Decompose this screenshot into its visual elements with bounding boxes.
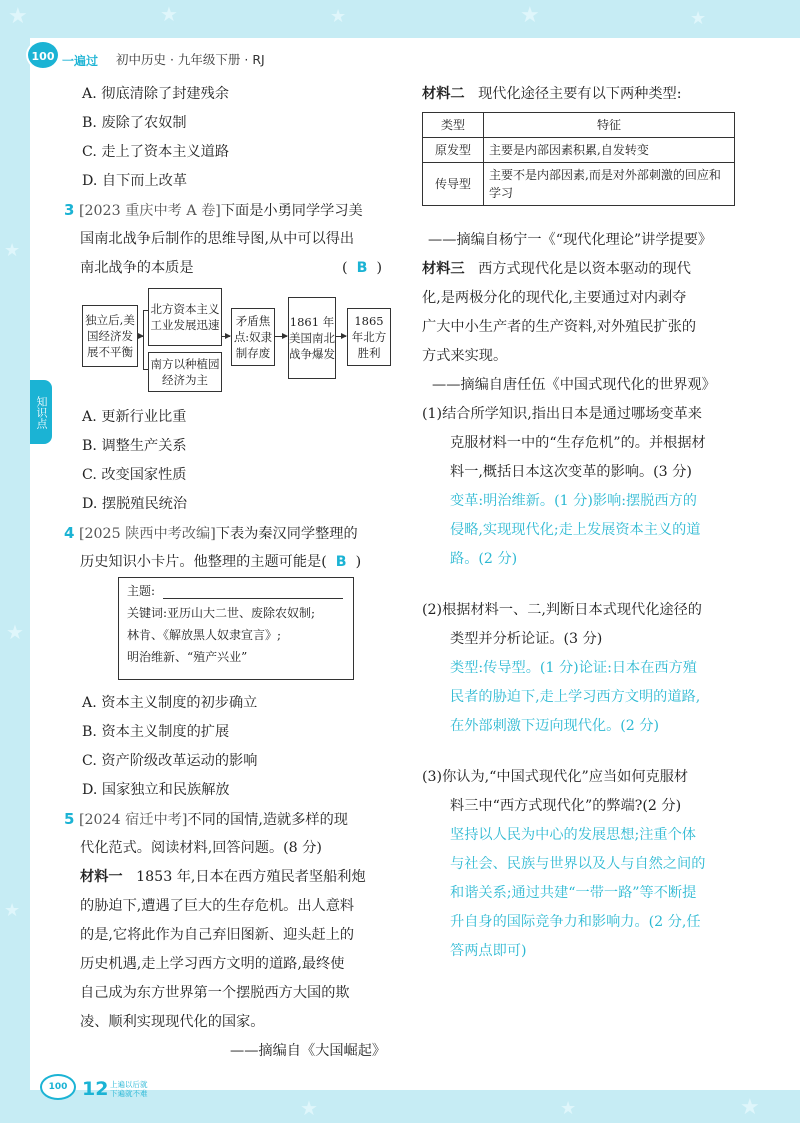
material-3-text: 化,是两极分化的现代化,主要通过对内剥夺 [422,290,687,306]
q4-option-c: C. 资产阶级改革运动的影响 [82,753,258,769]
q3-number: 3 [64,201,75,219]
answer-1: 侵略,实现现代化;走上发展资本主义的道 [450,522,701,538]
paren-close: ) [355,554,362,570]
material-2-label: 材料二 [422,86,465,102]
answer-3: 升自身的国际竞争力和影响力。(2 分,任 [450,914,701,930]
material-1-source: ——摘编自《大国崛起》 [230,1043,387,1059]
mindmap-arrow [336,336,346,337]
card-topic-underline [163,598,343,599]
q2-option-c: C. 走上了资本主义道路 [82,144,230,160]
material-1-text: 历史机遇,走上学习西方文明的道路,最终使 [80,956,345,972]
background-star-icon: ★ [4,900,21,921]
page-number: 12 [82,1078,109,1100]
q4-option-b: B. 资本主义制度的扩展 [82,724,230,740]
q2-option-b: B. 废除了农奴制 [82,115,187,131]
material-3-text: 西方式现代化是以资本驱动的现代 [478,261,691,277]
material-3-label: 材料三 [422,261,465,277]
answer-1: 路。(2 分) [450,551,518,567]
knowledge-card [118,577,354,680]
q3-answer: B [356,260,368,276]
footer-brand [110,1080,148,1098]
q4-text: 下表为秦汉同学整理的 [215,526,358,542]
q3-text: 下面是小勇同学学习美 [220,203,363,219]
q3-option-b: B. 调整生产关系 [82,438,187,454]
answer-3: 坚持以人民为中心的发展思想;注重个体 [450,827,696,843]
footer-brand-line: 上遍以后就 [110,1080,148,1089]
mindmap-arrow [275,336,287,337]
mindmap-arrow [222,336,230,337]
paren-close: ) [376,260,382,276]
mindmap-box-4: 矛盾焦点:奴隶制存废 [231,308,275,366]
q3-stem-line3: 南北战争的本质是 [80,260,194,276]
sub-question-3: (3)你认为,“中国式现代化”应当如何克服材 [422,769,689,785]
q4-source: [2025 陕西中考改编] [78,526,216,542]
sub-question-3: 料三中“西方式现代化”的弊端?(2 分) [450,798,682,814]
background-star-icon: ★ [690,8,707,29]
material-3-line [422,259,691,279]
mindmap-arrow [138,336,143,337]
footer-logo: 100 [40,1074,76,1100]
table-header: 类型 [423,113,484,138]
card-keywords-1: 关键词:亚历山大二世、废除农奴制; [127,606,316,620]
q3-source: [2023 重庆中考 A 卷] [78,203,221,219]
table-header-row [423,113,735,138]
card-topic: 主题: [127,584,156,598]
card-keywords-3: 明治维新、“殖产兴业” [127,650,248,664]
background-star-icon: ★ [330,6,347,27]
q3-option-a: A. 更新行业比重 [82,409,187,425]
material-1-line [80,867,366,887]
background-star-icon: ★ [740,1095,760,1120]
material-2-source: ——摘编自杨宁一《“现代化理论”讲学提要》 [428,232,713,248]
material-3-text: 广大中小生产者的生产资料,对外殖民扩张的 [422,319,697,335]
sub-question-1: 克服材料一中的“生存危机”的。并根据材 [450,435,706,451]
material-3-source: ——摘编自唐任伍《中国式现代化的世界观》 [432,377,716,393]
background-star-icon: ★ [4,240,21,261]
material-1-label: 材料一 [80,869,123,885]
answer-3: 和谐关系;通过共建“一带一路”等不断提 [450,885,697,901]
material-1-text: 自己成为东方世界第一个摆脱西方大国的欺 [80,985,350,1001]
answer-3: 与社会、民族与世界以及人与自然之间的 [450,856,706,872]
side-tab: 知识点 [30,380,52,444]
q4-text-2: 历史知识小卡片。他整理的主题可能是 [80,554,322,570]
sub-question-1: 料一,概括日本这次变革的影响。(3 分) [450,464,692,480]
q3-stem-line2: 国南北战争后制作的思维导图,从中可以得出 [80,231,355,247]
material-1-text: 的是,它将此作为自己弃旧图新、迎头赶上的 [80,927,355,943]
q3-answer-paren [342,258,382,278]
answer-2: 类型:传导型。(1 分)论证:日本在西方殖 [450,660,697,676]
table-row [423,163,735,206]
brand-name: 一遍过 [62,54,99,68]
background-star-icon: ★ [160,2,178,26]
q3-option-c: C. 改变国家性质 [82,467,187,483]
sub-question-2: (2)根据材料一、二,判断日本式现代化途径的 [422,602,702,618]
background-star-icon: ★ [8,4,28,29]
background-star-icon: ★ [520,3,540,28]
q4-stem-line2 [80,552,361,572]
table-cell: 主要不是内部因素,而是对外部刺激的回应和学习 [484,163,735,206]
paren-open: ( [321,554,327,570]
material-3-text: 方式来实现。 [422,348,508,364]
q2-option-d: D. 自下而上改革 [82,173,188,189]
mindmap-box-5: 1861 年美国南北战争爆发 [288,297,336,379]
card-keywords-2: 林肯、《解放黑人奴隶宣言》; [127,628,282,642]
sub-question-1: (1)结合所学知识,指出日本是通过哪场变革来 [422,406,702,422]
table-cell: 原发型 [423,138,484,163]
logo: 100 [26,40,60,70]
table-header: 特征 [484,113,735,138]
table-cell: 主要是内部因素积累,自发转变 [484,138,735,163]
material-1-text: 凌、顺利实现现代化的国家。 [80,1014,265,1030]
q2-option-a: A. 彻底清除了封建残余 [82,86,229,102]
q5-stem-line2: 代化范式。阅读材料,回答问题。(8 分) [80,840,322,856]
material-1-text: 1853 年,日本在西方殖民者坚船利炮 [136,869,366,885]
modernization-table [422,112,735,206]
q4-option-d: D. 国家独立和民族解放 [82,782,230,798]
q3-stem-line1 [64,200,363,221]
mindmap-box-3: 南方以种植园经济为主 [148,352,222,392]
background-star-icon: ★ [300,1096,318,1120]
mindmap-box-6: 1865 年北方胜利 [347,308,391,366]
q5-stem-line1 [64,809,348,830]
material-2-line [422,84,682,104]
mindmap-box-1: 独立后,美国经济发展不平衡 [82,305,138,367]
q4-number: 4 [64,524,75,542]
q5-source: [2024 宿迁中考] [78,812,188,828]
background-star-icon: ★ [6,620,24,644]
sub-question-2: 类型并分析论证。(3 分) [450,631,603,647]
answer-3: 答两点即可) [450,943,527,959]
q5-text: 不同的国情,造就多样的现 [187,812,348,828]
mindmap-box-2: 北方资本主义工业发展迅速 [148,288,222,346]
table-row [423,138,735,163]
q4-answer: B [335,554,347,570]
q3-option-d: D. 摆脱殖民统治 [82,496,188,512]
paren-open: ( [342,260,348,276]
answer-1: 变革:明治维新。(1 分)影响:摆脱西方的 [450,493,697,509]
material-1-text: 的胁迫下,遭遇了巨大的生存危机。出人意料 [80,898,355,914]
material-2-text: 现代化途径主要有以下两种类型: [478,86,682,102]
book-subtitle: 初中历史 · 九年级下册 · RJ [116,52,265,67]
q5-number: 5 [64,810,75,828]
q4-option-a: A. 资本主义制度的初步确立 [82,695,258,711]
background-star-icon: ★ [560,1098,577,1119]
answer-2: 民者的胁迫下,走上学习西方文明的道路, [450,689,701,705]
table-cell: 传导型 [423,163,484,206]
footer-brand-line: 下遍就不难 [110,1089,148,1098]
q4-stem-line1 [64,523,358,544]
answer-2: 在外部刺激下迈向现代化。(2 分) [450,718,660,734]
